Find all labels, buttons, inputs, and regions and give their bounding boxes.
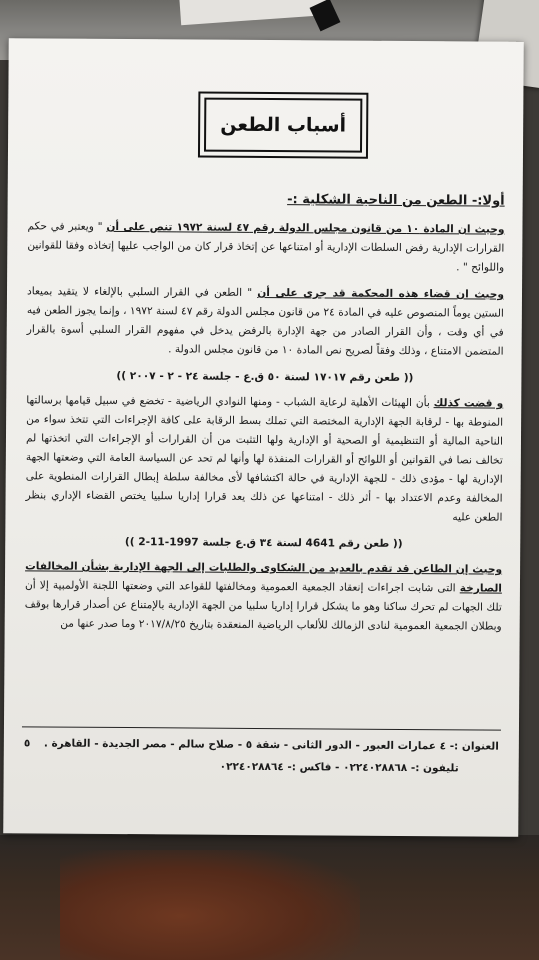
page-footer [24,732,499,779]
page-number: ٥ [23,737,31,750]
paragraph-1-body: " ويعتبر في حكم القرارات الإدارية رفض السلطات الإدارية أو امتناعها عن إتخاذ قرار كان من الواجب عليها إتخاذه وفقا للقوانين واللوائح " . [27,220,505,274]
paragraph-2 [27,282,505,361]
footer-phone-row [24,754,499,779]
citation-2: (( طعن رقم 4641 لسنة ٣٤ ق.ع جلسة 1997-11-2 )) [124,536,403,550]
title-frame [198,92,368,159]
footer-divider [22,726,501,730]
paragraph-1-lead: وحيث ان المادة ١٠ من قانون مجلس الدولة رقم ٤٧ لسنة ١٩٧٢ تنص على أن [106,220,505,236]
document-page [3,38,524,837]
paragraph-2-lead: وحيث ان قضاء هذه المحكمة قد جرى على أن [257,286,505,301]
footer-address: العنوان :- ٤ عمارات العبور - الدور الثانى - شقة ٥ - صلاح سالم - مصر الجديدة - القاهرة . [43,737,499,753]
paragraph-4 [25,557,503,636]
paragraph-3-lead: و قضت كذلك [433,397,504,410]
paragraph-3-body: بأن الهيئات الأهلية لرعاية الشباب - ومنها النوادي الرياضية - تخضع في سبيل قيامها برسالتها المنوطة بها - لرقابة الجهة الإدارية المختصة التي تملك بسط الرقابة على كافة الإجراءات التي تتخذ سواء من الناحية المالية أو التنظيمية أو الصحية أو الإدارية ولها التثبت من أن القرارات أو الإجراءات التي اتخذتها لم تخالف نصا في القوانين أو اللوائح أو القرارات المنفذة لها وأنها لم تحد عن السياسة العامة التي وضعتها الجهة الإدارية لها - مؤدى ذلك - للجهة الإدارية في حالة اكتشافها لأى مخالفة سلطة إبطال القرارات المنطوية على المخالفة وعدم الاعتداد بها - أثر ذلك - امتناعها عن ذلك يعد قرارا إداريا سلبيا يختص القضاء الإداري بنظر الطعن عليه [25,394,504,524]
document-body [25,188,505,644]
paragraph-2-body: " الطعن في القرار السلبي بالإلغاء لا يتقيد بميعاد الستين يوماً المنصوص عليه في المادة ٢٤ من قانون مجلس الدولة رقم ٤٧ لسنة ١٩٧٢ ، وإنما يجوز الطعن فيه في أي وقت ، وأن القرار الصادر من جهة الإدارة بالرفض يدخل في مفهوم القرار السلبي أسوة بالقرار المتضمن الامتناع ، وذلك وفقاً لصريح نص المادة ١٠ من قانون مجلس الدولة . [26,285,504,358]
page-title: أسباب الطعن [220,113,347,137]
paragraph-3 [25,391,503,527]
paragraph-4-body: التى شابت اجراءات إنعقاد الجمعية العمومية ومخالفتها للقواعد التي وضعتها اللجنة الأولمبية إلا أن تلك الجهات لم تحرك ساكنا وهو ما يشكل قرارا إداريا سلبيا من الجهة الإدارية بالإمتناع عن أصدار قرارها بوقف وبطلان الجمعية العمومية لنادى الزمالك للألعاب الرياضية المنعقدة بتاريخ ٢٠١٧/٨/٢٥ وما صدر عنها من [24,579,502,633]
citation-1: (( طعن رقم ١٧٠١٧ لسنة ٥٠ ق.ع - جلسة ٢٤ - ٢ - ٢٠٠٧ )) [116,369,414,385]
fabric-patch [60,850,360,960]
section-heading: أولا:- الطعن من الناحية الشكلية :- [287,192,505,209]
title-inner-frame [204,98,362,153]
paragraph-1 [27,217,504,277]
paragraph-4-lead: وحيث إن الطاعن قد تقدم بالعديد من الشكاوى والطلبات إلى الجهة الإدارية بشأن المخالفات الصارخة [25,560,503,595]
footer-phone: تليفون :- ٠٢٢٤٠٢٨٨٦٨ - فاكس :- ٠٢٢٤٠٢٨٨٦٤ [219,760,459,775]
